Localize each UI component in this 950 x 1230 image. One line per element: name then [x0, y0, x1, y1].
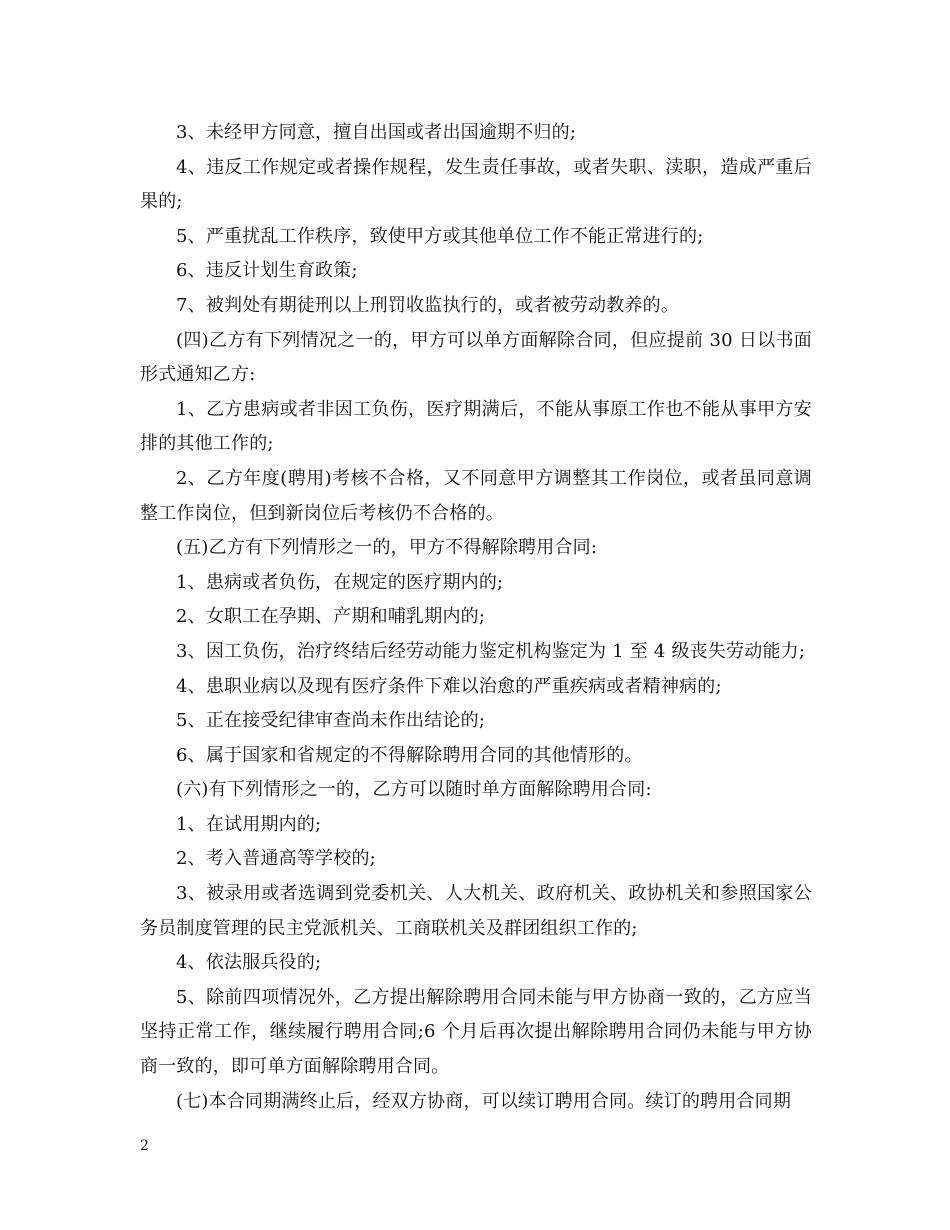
paragraph: 4、患职业病以及现有医疗条件下难以治愈的严重疾病或者精神病的;	[176, 675, 722, 697]
section-heading-paragraph: (七)本合同期满终止后，经双方协商，可以续订聘用合同。续订的聘用合同期	[176, 1090, 792, 1112]
paragraph: 5、正在接受纪律审查尚未作出结论的;	[176, 710, 486, 732]
paragraph: 3、被录用或者选调到党委机关、人大机关、政府机关、政协机关和参照国家公务员制度管理的民主党派机关、工商联机关及群团组织工作的;	[140, 883, 812, 939]
paragraph: 1、患病或者负伤，在规定的医疗期内的;	[176, 571, 504, 593]
paragraph: 1、乙方患病或者非因工负伤，医疗期满后，不能从事原工作也不能从事甲方安排的其他工作的;	[140, 398, 812, 455]
paragraph: 6、属于国家和省规定的不得解除聘用合同的其他情形的。	[176, 744, 643, 766]
paragraph: 7、被判处有期徒刑以上刑罚收监执行的，或者被劳动教养的。	[176, 294, 680, 316]
section-heading-paragraph: (六)有下列情形之一的，乙方可以随时单方面解除聘用合同:	[176, 779, 652, 801]
paragraph: 3、未经甲方同意，擅自出国或者出国逾期不归的;	[176, 122, 577, 143]
paragraph: 4、违反工作规定或者操作规程，发生责任事故，或者失职、渎职，造成严重后果的;	[140, 156, 812, 213]
paragraph: 6、违反计划生育政策;	[176, 260, 358, 282]
paragraph: 2、乙方年度(聘用)考核不合格，又不同意甲方调整其工作岗位，或者虽同意调整工作岗位，但到新岗位后考核仍不合格的。	[140, 467, 812, 524]
paragraph: 2、考入普通高等学校的;	[176, 848, 376, 870]
paragraph: 3、因工负伤，治疗终结后经劳动能力鉴定机构鉴定为 1 至 4 级丧失劳动能力;	[176, 640, 806, 662]
section-heading-paragraph: (四)乙方有下列情况之一的，甲方可以单方面解除合同，但应提前 30 日以书面形式通知乙方:	[140, 329, 812, 386]
page-number: 2	[140, 1138, 149, 1154]
paragraph: 2、女职工在孕期、产期和哺乳期内的;	[176, 606, 486, 628]
paragraph: 4、依法服兵役的;	[176, 952, 322, 974]
section-heading-paragraph: (五)乙方有下列情形之一的，甲方不得解除聘用合同:	[176, 537, 598, 559]
paragraph: 5、严重扰乱工作秩序，致使甲方或其他单位工作不能正常进行的;	[176, 225, 704, 247]
document-body	[140, 116, 812, 1119]
paragraph: 1、在试用期内的;	[176, 813, 322, 835]
paragraph: 5、除前四项情况外，乙方提出解除聘用合同未能与甲方协商一致的，乙方应当坚持正常工作，继续履行聘用合同;6 个月后再次提出解除聘用合同仍未能与甲方协商一致的，即可单方面解除聘用合同。	[140, 986, 812, 1078]
